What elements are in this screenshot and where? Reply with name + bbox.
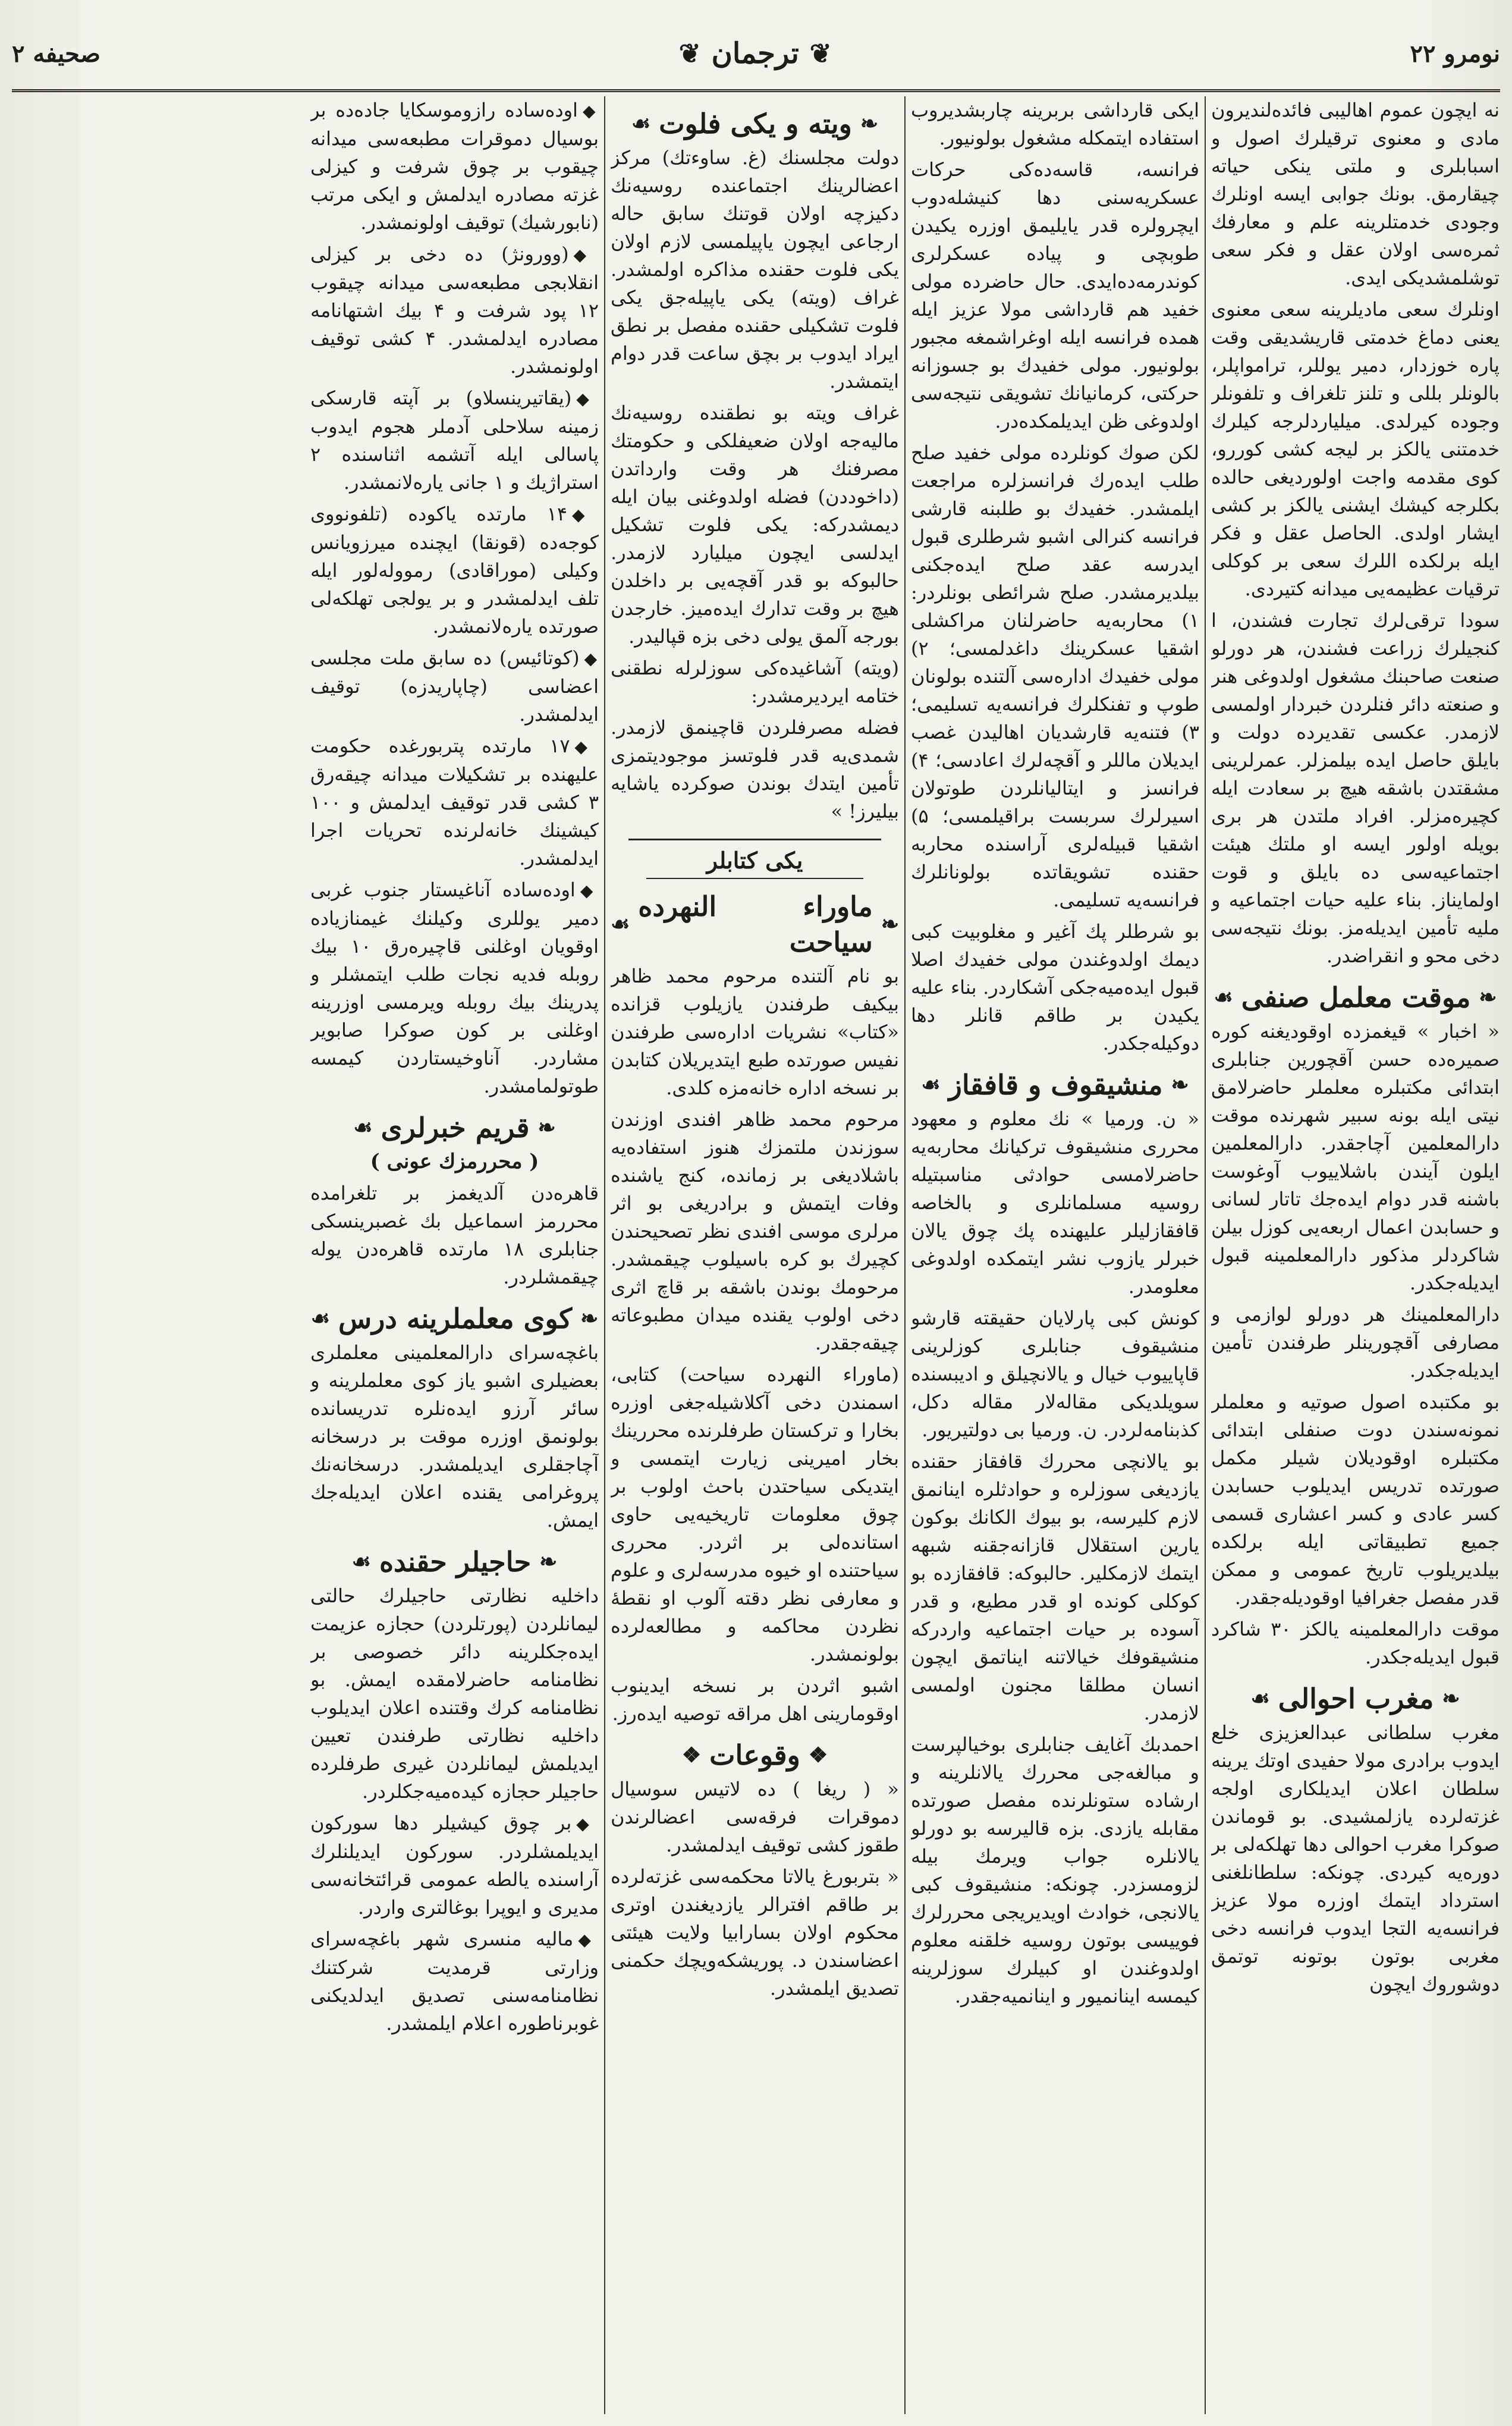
bullet-icon: ◆ xyxy=(584,649,599,669)
article-heading xyxy=(911,1067,1199,1103)
paragraph: (ماوراء النهرده سیاحت) کتابی، اسمندن دخی آکلاشیله‌جغی اوزره بخارا و ترکستان طرفلرنده محررینك بخار امیرینی زیارت ایتمسی و ایتدیکی سیاحتدن باحث اولوب بر چوق معلومات تاریخیه‌یی حاوی استانده‌لی بر اثردر. محرری سیاحتنده او خیوه مدرسه‌لری و علوم و معارفی نظر دقته آلوب او نقطهٔ نظردن محاکمه و مطالعه‌لرده بولونمشدر. xyxy=(611,1363,899,1665)
column-2 xyxy=(911,96,1199,2414)
column-1 xyxy=(1211,96,1500,2414)
paragraph: مرحوم محمد ظاهر افندی اوزندن سوزندن ملتمزك هنوز استفاده‌یه باشلادیغی بر زمانده، کنج یاشنده وفات ایتمش و برادریغی بو اثر مرلری موسی افندی نظر تصحیحندن کچیرك بو کره باسیلوب چیقمشدر. مرحومك بوندن باشقه بر قاچ اثری دخی اولوب یقنده میدان مطبوعاته چیقه‌جقدر. xyxy=(611,1108,899,1354)
news-item xyxy=(310,1809,599,1922)
paragraph: دولت مجلسنك (غ. ساوءتك) مرکز اعضالرینك اجتماعنده روسیه‌نك دکیزچه اولان قوتنك سابق حاله ارجاعی ایچون یاپیلمسی لازم اولان یکی فلوت حقنده مذاکره اولمشدر. غراف (ویته) یکی یاپیله‌جق یکی فلوت تشکیلی حقنده مفصل بر نطق ایراد ایدوب بر بچق ساعت قدر دوام ایتمشدر. xyxy=(611,146,899,393)
paragraph: سودا ترقی‌لرك تجارت فشندن، ا کنجیلرك زراعت فشندن، هر دورلو صنعت صاحبنك مشغول اولدوغی هنر و صنعته دائر فنلردن خبردار اولمسی لازمدر. عکسی تقدیرده دولت و بایلق حاصل ایده بیلمزلر. عمرلرینی مشقتدن باشقه هیچ بر سعادت ایله کچیره‌مزلر. افراد ملتدن هر بری بویله اولور ایسه او ملتك هیئت اجتماعیه‌سی ده بایلق و قوت اولمایناز. بناء علیه حیات اجتماعیه و ملیه تأمین ایدیله‌مز. بونك نتیجه‌سی دخی محو و انقراضدر. xyxy=(1211,609,1500,967)
paragraph: « بتربورغ یالاتا محکمه‌سی غزته‌لرده بر طاقم افترالر یازدیغندن اوتری محکوم اولان بسارابیا ولایت هیئتی اعضاسندن د. پوریشکه‌ویچك حکمنی تصدیق ایلمشدر. xyxy=(611,1865,899,2000)
article-title: کوی معلملرینه درس xyxy=(338,1303,573,1335)
ornament-icon: ☙ xyxy=(631,111,651,136)
bullet-icon: ◆ xyxy=(580,881,599,900)
column-3 xyxy=(611,96,899,2414)
news-text: مالیه منسری شهر باغچه‌سرای وزارتی قرمدیت شرکتنك نظامنامه‌سنی تصدیق ایدلدیکنی غوبرناطوره اعلام ایلمشدر. xyxy=(310,1928,599,2035)
paragraph: « اخبار » قیغمزده اوقودیغنه کوره صمیره‌ده حسن آقچورین جنابلری ابتدائی مکتبلره معلملر حاضرلامق نیتی ایله بونه سبیر شهرنده موقت دارالمعلمین آچاجقدر. دارالمعلمین ایلون آیندن باشلاییوب آوغوست باشنه قدر دوام ایده‌جك تاتار لسانی و حسابدن اعمال اربعه‌یی کوزل بیلن شاکردلر مذکور دارالمعلمینه قبول ایدیله‌جکدر. xyxy=(1211,1020,1500,1294)
ornament-icon: ☙ xyxy=(1214,985,1233,1010)
article-heading xyxy=(611,106,899,142)
column-divider xyxy=(1205,96,1206,2414)
ornament-icon: ❧ xyxy=(1479,985,1497,1010)
ornament-icon: ☙ xyxy=(611,912,630,937)
article xyxy=(310,1544,599,2038)
article xyxy=(310,1301,599,1534)
ornament-icon: ❖ xyxy=(808,1743,828,1768)
paragraph: اشبو اثردن بر نسخه ایدینوب اوقومارینی اهل مراقه توصیه ایده‌رز. xyxy=(611,1674,899,1725)
article-heading xyxy=(1211,980,1500,1015)
paragraph: بو مکتبده اصول صوتیه و معلملر نمونه‌سندن دوت صنفلی ابتدائی مکتبلره اوقودیلان شیلر مکمل صورتده تدریس ایدیلوب حسابدن کسر عادی و کسر اعشاری قسمی جمیع تطبیقاتی ایله برلکده بیلدیریلوب تاریخ عمومی و ممکن قدر مفصل جغرافیا اوقودیله‌جقدر. xyxy=(1211,1391,1500,1609)
paragraph: لکن صوك کونلرده مولی خفید صلح طلب ایده‌رك فرانسزلره مراجعت ایلمشدر. خفیدك بو طلبنه قارشی فرانسه کنرالی اشبو شرطلری قبول ایدرسه عقد صلح ایده‌جکنی بیلدیرمشدر. صلح شرائطی بونلردر: ۱) محاربه‌یه حاضرلنان مراکشلی اشقیا عسکرینك داغدلمسی؛ ۲) مولی خفیدك اداره‌سی آلتنده بولونان طوپ و تفنکلرك فرانسه‌یه تسلیمی؛ ۳) فتنه‌یه قارشدیان اهالیدن غصب ایدیلان ماللر و آقچه‌لرك اعادسی؛ ۴) فرانسز و ایتالیانلردن طوتولان اسیرلرك سربست براقیلمسی؛ ۵) اشقیا قبیله‌لری آراسنده محاربه حقنده تشویقاتده بولونانلرك فرانسه‌یه تسلیمی. xyxy=(911,441,1199,911)
article xyxy=(911,1067,1199,2010)
article xyxy=(611,1737,899,2003)
paragraph: احمدبك آغایف جنابلری بوخیالپرست و مبالغه‌جی محررك یالانلرینه و ارشاده ستونلرنده مفصل صورتده مقابله یازدی. بزه قالیرسه بو دورلو یالانلره جواب ویرمك بیله لزومسزدر. چونکه: منشیقوف کبی یالانجی، خوادث اویدیریجی محررلرك فوییسی بوتون روسیه خلقنه معلوم اولدوغندن او کبیلرك سوزلرینه کیمسه اینانمیور و اینانمیه‌جقدر. xyxy=(911,1733,1199,2007)
article-title: وقوعات xyxy=(709,1739,800,1771)
article-subtitle: ( محررمزك عونی ) xyxy=(370,1150,539,1173)
article xyxy=(310,1110,599,1291)
paragraph: قاهره‌دن آلدیغمز بر تلغرامده محررمز اسماعیل بك غصبرینسکی جنابلری ۱۸ مارتده قاهره‌دن یوله چیقمشلردر. xyxy=(310,1182,599,1288)
article-continuation xyxy=(1211,96,1500,970)
news-text: اوده‌ساده آناغیستار جنوب غربی دمیر یوللری وکیلنك غیمنازیاده اوقویان اوغلنی قاچیره‌رق ۱۰ بیك روبله فدیه نجات طلب ایتمشلر و پدرینك بیك روبله ویرمسی اوزرینه اوغلنی بر کون صوکرا صابویر مشاردر. آناوخیستاردن کیمسه طوتولمامشدر. xyxy=(310,878,599,1097)
column-4 xyxy=(310,96,599,2414)
news-item xyxy=(310,644,599,729)
ornament-icon: ☙ xyxy=(351,1549,371,1574)
column-divider xyxy=(904,96,906,2414)
ornament-icon: ❧ xyxy=(1442,1686,1460,1711)
news-text: اوده‌ساده رازوموسکایا جاده‌ده بر بوسیال دموقرات مطبعه‌سی میدانه چیقوب بر چوق شرفت و کیزلی غزته مصادره ایدلمش و ایکی مرتب (نابورشیك) توقیف اولونمشدر. xyxy=(310,99,599,234)
bullet-icon: ◆ xyxy=(582,101,599,121)
ornament-icon: ❦ xyxy=(678,38,701,69)
paragraph: فرانسه، قاسه‌ده‌کی حرکات عسکریه‌سنی دها کنیشله‌دوب ایچرولره قدر یایلیمق اوزره یکیدن طوبچی و پیاده عسکرلری کوندرمه‌ده‌ایدی. حال حاضرده مولی خفید هم قارداشی مولا عزیز ایله همده فرانسه ایله اوغراشمغه مجبور بولونیور. مولی خفیدك بو جسوزانه حرکتی، کرمانیانك تشویقی نتیجه‌سی اولدوغی ظن ایدیلمکده‌در. xyxy=(911,158,1199,432)
article-heading xyxy=(611,1737,899,1773)
article-title: قریم خبرلری xyxy=(381,1112,530,1144)
paragraph: « ( ریغا ) ده لاتیس سوسیال دموقرات فرقه‌سی اعضالرندن طقوز کشی توقیف ایدلمشدر. xyxy=(611,1778,899,1856)
article-title: منشیقوف و قافقاز xyxy=(948,1069,1163,1101)
news-item xyxy=(310,876,599,1100)
news-item xyxy=(310,240,599,381)
article xyxy=(611,106,899,826)
news-text: (وورونژ) ده دخی بر کیزلی انقلابجی مطبعه‌سی میدانه چیقوب ۱۲ پود شرفت و ۴ بیك اشتهانامه مصادره ایدلمشدر. ۴ کشی توقیف اولونمشدر. xyxy=(310,243,599,378)
bullet-icon: ◆ xyxy=(576,389,599,409)
news-item xyxy=(310,1925,599,2038)
article xyxy=(1211,1681,1500,1998)
ornament-icon: ❧ xyxy=(1171,1072,1189,1097)
bullet-icon: ◆ xyxy=(576,1814,599,1834)
ornament-icon: ☙ xyxy=(310,1306,330,1331)
ornament-icon: ❧ xyxy=(539,1549,558,1574)
news-text: (یقاتیرینسلاو) بر آپته قارسکی زمینه سلاحلی آدملر هجوم ایدوب پاسالی ایله آتشمه اثناسنده ۲ استراژیك و ۱ جانی یاره‌لانمشدر. xyxy=(310,387,599,494)
newspaper-title: ترجمان xyxy=(711,37,799,70)
article-heading xyxy=(310,1110,599,1145)
paragraph: ایکی قارداشی بربرینه چاربشدیروب استفاده ایتمکله مشغول بولونیور. xyxy=(911,99,1199,149)
paragraph: مغرب سلطانی عبدالعزیزی خلع ایدوب برادری مولا حفیدی اوتك یرینه سلطان اعلان ایدیلکاری اولجه غزته‌لرده یازلمشیدی. بو قوماندن صوکرا مغرب احوالی دها تهلکه‌لی بر دوره‌یه کیردی. چونکه: سلطانلغنی استرداد ایتمك اوزره مولا عزیز فرانسه‌یه التجا ایدوب فرانسه دخی مغربی بوتون بوتونه توتمق دوشوروك ایچون xyxy=(1211,1721,1500,1995)
news-text: (کوتائیس) ده سابق ملت مجلسی اعضاسی (چاپاریدزه) توقیف ایدلمشدر. xyxy=(310,646,599,726)
ornament-icon: ☙ xyxy=(1250,1686,1270,1711)
article-title: حاجیلر حقنده xyxy=(379,1546,532,1578)
section-label: یکی کتابلر xyxy=(646,846,863,879)
paragraph: بو نام آلتنده مرحوم محمد ظاهر بیکیف طرفندن یازیلوب قزانده «کتاب» نشریات اداره‌سی طرفندن نفیس صورتده طبع ایتدیریلان کتابدن بر نسخه اداره خانه‌مزه کلدی. xyxy=(611,965,899,1099)
news-item xyxy=(310,384,599,497)
bullet-icon: ◆ xyxy=(572,505,599,525)
article xyxy=(611,889,899,1728)
ornament-icon: ❧ xyxy=(580,1306,599,1331)
columns xyxy=(7,96,1505,2414)
paragraph: بو یالانچی محررك قافقاز حقنده یازدیغی سوزلره و حوادثلره اینانمق لازم کلیرسه، بو بیوك الکانك بوکون یارین استقلال قازانه‌جقنه شبهه ایتمك لازمکلیر. حالبوکه: قافقازده بو کوکلی کونده او قدر مطیع، و قدر آسوده بر حیات اجتماعیه واردرکه منشیقوفك خیالاتنه ایناتمق ایچون انسان مطلقا مجنون اولمسی لازمدر. xyxy=(911,1450,1199,1724)
news-items xyxy=(310,96,599,1100)
ornament-icon: ☙ xyxy=(921,1072,941,1097)
article-title: موقت معلمل صنفی xyxy=(1241,981,1471,1013)
article-continuation xyxy=(911,96,1199,1057)
bullet-icon: ◆ xyxy=(573,245,599,265)
article xyxy=(1211,980,1500,1671)
newspaper-title-block xyxy=(679,37,832,70)
ornament-icon: ☙ xyxy=(353,1115,373,1140)
paragraph: دارالمعلمینك هر دورلو لوازمی و مصارفی آقچورینلر طرفندن تأمین ایدیله‌جکدر. xyxy=(1211,1303,1500,1382)
ornament-icon: ❦ xyxy=(809,38,832,69)
news-text: ۱۷ مارتده پتربورغده حکومت علیهنده بر تشکیلات میدانه چیقه‌رق ۳ کشی قدر توقیف ایدلمش و ۱۰۰ کیشینك خانه‌لرنده تحریات اجرا ایدلمشدر. xyxy=(310,735,599,870)
paragraph: اونلرك سعی مادیلرینه سعی معنوی یعنی دماغ خدمتی قاریشدیقی وقت پاره خوزدار، دمیر یوللر، ترامواپلر، بالونلر بللی و تلنز تلغراف و تلفونلر وجوده کیرلدی. میلیاردلرجه کیلرك خدمتنی یالکز بر لیجه کشی کوررو، کوی مقدمه واجت اولوردیغی حالده بکلرجه کیشك ایشنی یالکز بر کشی ایشار اولدی. الحاصل عقل و فکر ایله برلکده اللرك سعی بر کوکلی ترقیات عظیمه‌یی میدانه کتیردی. xyxy=(1211,298,1500,600)
news-item xyxy=(310,96,599,237)
paragraph: (ویته) آشاغیده‌کی سوزلرله نطقنی ختامه ایردیرمشدر: xyxy=(611,657,899,707)
ornament-icon: ❧ xyxy=(537,1115,556,1140)
paragraph: « ن. ورمیا » نك معلوم و معهود محرری منشیقوف ترکیانك محاربه‌یه حاضرلامسی حوادثی مناسبتیله روسیه مسلمانلری و بالخاصه قافقازلیلر علیهنده پك چوق یالان خبرلر یازوب نشر ایتمکده اولدوغی معلومدر. xyxy=(911,1107,1199,1298)
section-divider xyxy=(628,839,881,840)
news-text: ۱۴ مارتده یاکوده (تلفونووی کوجه‌ده (قونقا) ایچنده میرزویانس وکیلی (موراقادی) رمووله‌لور ایله تلف ایدلمشدر و بر یولجی تهلکه‌لی صورتده یاره‌لانمشدر. xyxy=(310,503,599,638)
paragraph: نه ایچون عموم اهالیبی فائده‌لندیرون مادی و معنوی ترقیلرك اصول و اسبابلری و ملتی ینکی حیاته چیقارمق. بونك جوابی ایسه اونلرك وجودی خدمتلرینه علم و معارفك ثمره‌سی اولان عقل و فکر سعی توشلمشدیکی ایدی. xyxy=(1211,99,1500,289)
news-text: بر چوق کیشیلر دها سورکون ایدیلمشلردر. سورکون ایدیلنلرك آراسنده یالطه عمومی قرائتخانه‌سی مدیری و ایوپرا بوغالتری واردر. xyxy=(310,1812,599,1919)
article-heading xyxy=(310,1301,599,1336)
paragraph: کونش کبی پارلایان حقیقته قارشو منشیقوف جنابلری کوزلرینی قاپاییوب خیال و یالانچیلق و ادیبسنده سویلدیکی مقاله‌لار مقاله دکل، کذبنامه‌لردر. ن. ورمیا بی دولتیریور. xyxy=(911,1307,1199,1441)
ornament-icon: ❧ xyxy=(881,912,899,937)
article-heading xyxy=(611,889,899,960)
paragraph: فضله مصرفلردن قاچینمق لازمدر. شمدی‌یه قدر فلوتسز موجودیتمزی تأمین ایتدك بوندن صوکرده یاشایه بیلیرز! » xyxy=(611,716,899,823)
bullet-icon: ◆ xyxy=(578,1930,599,1950)
paragraph: غراف ویته بو نطقنده روسیه‌نك مالیه‌جه اولان ضعیفلکی و حکومتك مصرفنك هر وقت وارداتدن (داخوددن) فضله اولدوغنی بیان ایله دیمشدرکه: یکی فلوت تشکیل ایدلسی ایچون میلیارد لازمدر. حالبوکه بو قدر آقچه‌یی بر داخلدن هیچ بر وقت تدارك ایده‌میز. خارجدن بورجه آلمق یولی دخی بزه قپالیدر. xyxy=(611,401,899,648)
header-rule xyxy=(12,89,1500,92)
article-heading xyxy=(310,1544,599,1580)
issue-number: نومرو ۲۲ xyxy=(1410,39,1500,68)
article-heading xyxy=(1211,1681,1500,1716)
paragraph: داخلیه نظارتی حاجیلرك حالتی لیمانلردن (پورتلردن) حجازه عزیمت ایده‌جکلرینه دائر خصوصی بر نظامنامه حاضرلامقده ایمش. بو نظامنامه کرك وقتنده اعلان ایدیلوب داخلیه نظارتی طرفندن تعیین ایدیلمش لیمانلردن غیری طرفلرده حاجیلر حجازه کیده‌میه‌جکلردر. xyxy=(310,1584,599,1803)
masthead xyxy=(12,18,1500,89)
ornament-icon: ❧ xyxy=(860,111,879,136)
article-title: ویته و یکی فلوت xyxy=(659,108,852,140)
page-number: صحیفه ۲ xyxy=(12,39,100,68)
column-divider xyxy=(604,96,605,2414)
ornament-icon: ❖ xyxy=(681,1743,702,1768)
news-item xyxy=(310,732,599,873)
paragraph: باغچه‌سرای دارالمعلمینی معلملری بعضیلری اشبو یاز کوی معلملرینه و سائر آرزو ایده‌نلره تدریسانده بولونمق اوزره موقت بر درسخانه آچاجقلری ایدیلمشدر. درسخانه‌نك پروغرامی یقنده اعلان ایدیله‌جك ایمش. xyxy=(310,1341,599,1531)
bullet-icon: ◆ xyxy=(574,737,599,757)
article-title: مغرب احوالی xyxy=(1278,1683,1434,1715)
paragraph: موقت دارالمعلمینه یالکز ۳۰ شاکرد قبول ایدیله‌جکدر. xyxy=(1211,1618,1500,1668)
news-item xyxy=(310,500,599,641)
paragraph: بو شرطلر پك آغیر و مغلوبیت کبی دیمك اولدوغندن مولی خفیدك اصلا قبول ایده‌میه‌جکی آشکاردر. بناء علیه یکیدن بر طاقم قانلر دها دوکیله‌جکدر. xyxy=(911,920,1199,1054)
article-title: ماوراء النهرده سیاحت xyxy=(638,890,873,958)
